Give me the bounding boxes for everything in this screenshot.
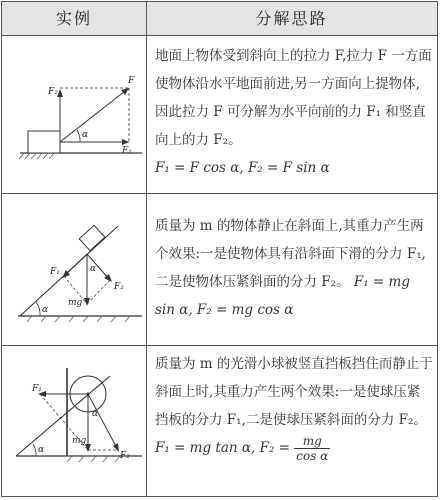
label-alpha-base: α: [42, 305, 49, 315]
pulling-force-diagram: [2, 36, 146, 193]
header-approach: 分解思路: [255, 9, 328, 28]
table-header: [2, 2, 437, 36]
row2-explanation: [155, 212, 433, 324]
label-f: F: [128, 76, 135, 86]
label-alpha-base: α: [38, 445, 45, 455]
row2-formula: F₁ = mg sin α, F₂ = mg cos α: [155, 274, 410, 318]
table-row: [2, 194, 437, 346]
row3-fraction: [294, 434, 330, 463]
label-f2: F₂: [48, 87, 58, 97]
label-f2: F₂: [114, 282, 124, 292]
label-f1: F₁: [32, 384, 42, 394]
row1-text: 地面上物体受到斜向上的拉力 F,拉力 F 一方面使物体沿水平地面前进,另一方面向上提物体,因此拉力 F 可分解为水平向前的力 F₁ 和竖直向上的力 F₂。: [155, 48, 432, 148]
label-f1: F₁: [50, 267, 60, 277]
label-f1: F₁: [122, 146, 132, 156]
label-alpha: α: [82, 130, 89, 140]
label-alpha-top: α: [92, 409, 99, 419]
table-row: [2, 36, 437, 194]
row3-formula: F₁ = mg tan α, F₂ =: [155, 440, 290, 456]
block-on-incline-diagram: [2, 194, 146, 345]
row1-formula: F₁ = F cos α, F₂ = F sin α: [155, 160, 330, 176]
label-f2: F₂: [120, 451, 130, 461]
row2-text: 质量为 m 的物体静止在斜面上,其重力产生两个效果:一是使物体具有沿斜面下滑的分力 F₁,二是使物体压紧斜面的分力 F₂。: [155, 218, 426, 290]
decomposition-table: [1, 1, 438, 497]
label-mg: mg: [68, 298, 83, 308]
ball-on-incline-diagram: [2, 346, 146, 496]
label-mg: mg: [72, 436, 87, 446]
row1-explanation: [155, 42, 433, 182]
fraction-denominator: cos α: [296, 449, 329, 463]
fraction-numerator: mg: [294, 434, 330, 449]
header-example: 实例: [55, 9, 92, 28]
label-alpha-top: α: [90, 264, 97, 274]
row3-explanation: [155, 350, 433, 463]
row3-text: 质量为 m 的光滑小球被竖直挡板挡住而静止于斜面上时,其重力产生两个效果:一是使球压紧挡板的分力 F₁,二是使球压紧斜面的分力 F₂。: [155, 356, 433, 428]
table-row: [2, 346, 437, 496]
